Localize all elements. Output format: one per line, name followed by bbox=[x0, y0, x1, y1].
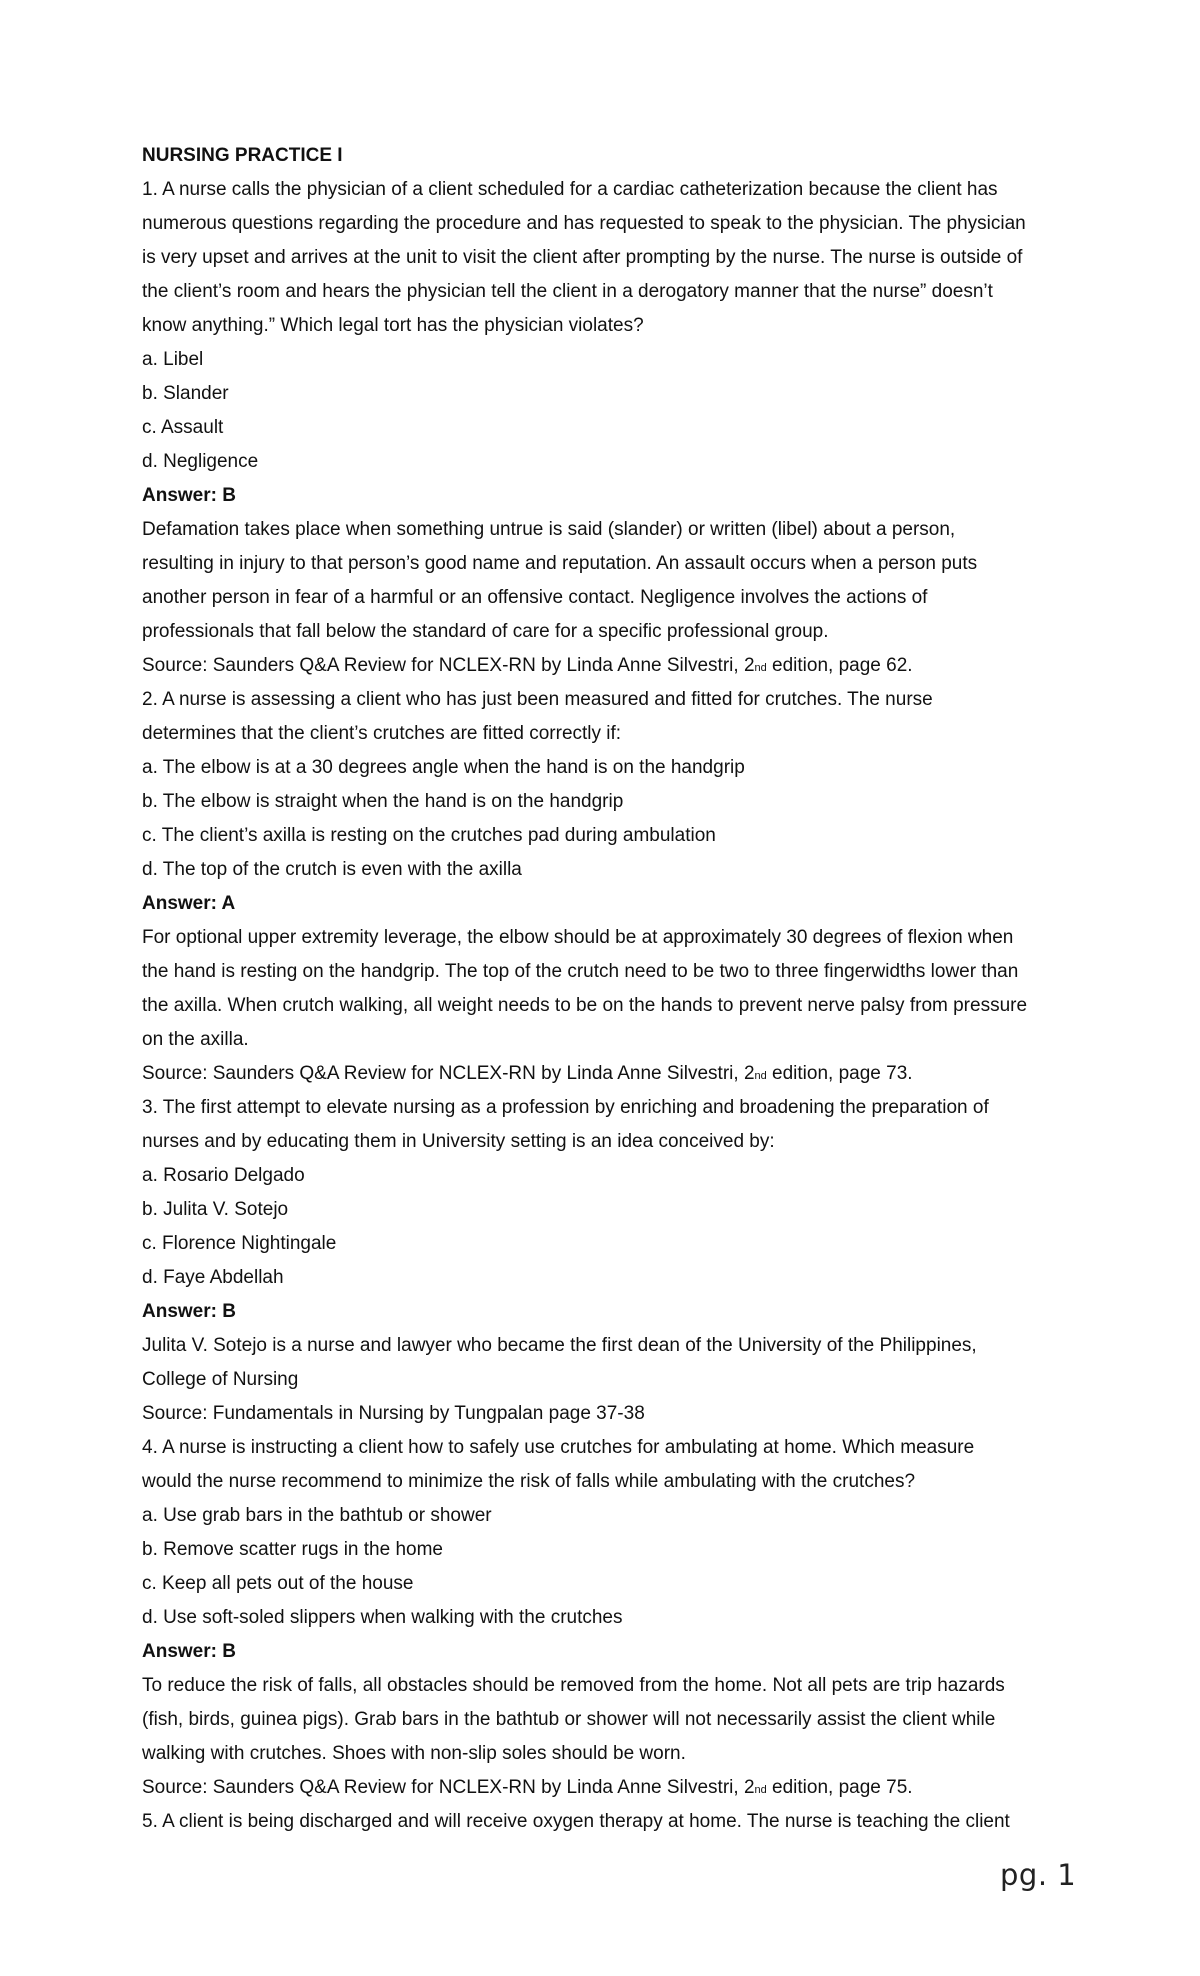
answer-option: d. The top of the crutch is even with the axilla bbox=[142, 859, 522, 880]
source-citation bbox=[142, 1771, 1072, 1805]
ordinal-suffix: nd bbox=[754, 1784, 767, 1796]
question-1 bbox=[142, 173, 1072, 683]
question-stem-line: numerous questions regarding the procedure and has requested to speak to the physician. The physician bbox=[142, 213, 1026, 234]
question-stem-line: is very upset and arrives at the unit to visit the client after prompting by the nurse. The nurse is outside of bbox=[142, 247, 1023, 268]
question-stem-line: 2. A nurse is assessing a client who has just been measured and fitted for crutches. The nurse bbox=[142, 689, 933, 710]
rationale-line: College of Nursing bbox=[142, 1369, 299, 1390]
rationale-line: Julita V. Sotejo is a nurse and lawyer who became the first dean of the University of the Philippines, bbox=[142, 1335, 977, 1356]
rationale-line: the hand is resting on the handgrip. The top of the crutch need to be two to three fingerwidths lower than bbox=[142, 961, 1019, 982]
rationale-line: (fish, birds, guinea pigs). Grab bars in the bathtub or shower will not necessarily assist the client while bbox=[142, 1709, 996, 1730]
question-stem-line: 3. The first attempt to elevate nursing as a profession by enriching and broadening the preparation of bbox=[142, 1097, 989, 1118]
question-stem-line: nurses and by educating them in University setting is an idea conceived by: bbox=[142, 1131, 775, 1152]
page-number: pg. 1 bbox=[1000, 1858, 1077, 1892]
question-stem-line: 1. A nurse calls the physician of a client scheduled for a cardiac catheterization because the client has bbox=[142, 179, 998, 200]
question-stem-line: would the nurse recommend to minimize the risk of falls while ambulating with the crutches? bbox=[142, 1471, 916, 1492]
source-citation: Source: Fundamentals in Nursing by Tungpalan page 37-38 bbox=[142, 1403, 645, 1424]
answer-option: b. The elbow is straight when the hand is on the handgrip bbox=[142, 791, 624, 812]
ordinal-suffix: nd bbox=[754, 662, 767, 674]
source-text: Source: Saunders Q&A Review for NCLEX-RN by Linda Anne Silvestri, 2 bbox=[142, 1777, 755, 1798]
rationale-line: professionals that fall below the standard of care for a specific professional group. bbox=[142, 621, 829, 642]
answer-option: a. Rosario Delgado bbox=[142, 1165, 305, 1186]
answer-option: c. Keep all pets out of the house bbox=[142, 1573, 414, 1594]
question-stem-line: 5. A client is being discharged and will receive oxygen therapy at home. The nurse is teaching the client bbox=[142, 1811, 1010, 1832]
answer-option: a. The elbow is at a 30 degrees angle when the hand is on the handgrip bbox=[142, 757, 745, 778]
answer-option: c. Florence Nightingale bbox=[142, 1233, 337, 1254]
rationale-line: another person in fear of a harmful or an offensive contact. Negligence involves the actions of bbox=[142, 587, 928, 608]
answer-key: Answer: A bbox=[142, 893, 236, 914]
question-4 bbox=[142, 1431, 1072, 1805]
ordinal-suffix: nd bbox=[754, 1070, 767, 1082]
source-citation bbox=[142, 1057, 1072, 1091]
answer-option: a. Use grab bars in the bathtub or shower bbox=[142, 1505, 492, 1526]
answer-option: b. Slander bbox=[142, 383, 229, 404]
answer-option: d. Use soft-soled slippers when walking with the crutches bbox=[142, 1607, 623, 1628]
source-text: Source: Saunders Q&A Review for NCLEX-RN by Linda Anne Silvestri, 2 bbox=[142, 655, 755, 676]
source-text: edition, page 73. bbox=[766, 1063, 913, 1084]
rationale-line: the axilla. When crutch walking, all weight needs to be on the hands to prevent nerve palsy from pressure bbox=[142, 995, 1028, 1016]
answer-option: d. Faye Abdellah bbox=[142, 1267, 284, 1288]
answer-option: b. Julita V. Sotejo bbox=[142, 1199, 289, 1220]
rationale-line: To reduce the risk of falls, all obstacles should be removed from the home. Not all pets are trip hazards bbox=[142, 1675, 1005, 1696]
answer-key: Answer: B bbox=[142, 1301, 236, 1322]
document-heading: NURSING PRACTICE I bbox=[142, 145, 343, 166]
document-page bbox=[142, 139, 1072, 1839]
answer-option: c. Assault bbox=[142, 417, 224, 438]
rationale-line: Defamation takes place when something untrue is said (slander) or written (libel) about a person, bbox=[142, 519, 956, 540]
answer-option: c. The client’s axilla is resting on the crutches pad during ambulation bbox=[142, 825, 716, 846]
answer-option: d. Negligence bbox=[142, 451, 259, 472]
source-text: edition, page 75. bbox=[766, 1777, 913, 1798]
rationale-line: walking with crutches. Shoes with non-slip soles should be worn. bbox=[142, 1743, 686, 1764]
answer-key: Answer: B bbox=[142, 1641, 236, 1662]
question-stem-line: the client’s room and hears the physician tell the client in a derogatory manner that the nurse” doesn’t bbox=[142, 281, 993, 302]
question-2 bbox=[142, 683, 1072, 1091]
question-5 bbox=[142, 1805, 1072, 1839]
answer-key: Answer: B bbox=[142, 485, 236, 506]
answer-option: a. Libel bbox=[142, 349, 204, 370]
rationale-line: For optional upper extremity leverage, the elbow should be at approximately 30 degrees of flexion when bbox=[142, 927, 1014, 948]
rationale-line: resulting in injury to that person’s good name and reputation. An assault occurs when a person puts bbox=[142, 553, 978, 574]
source-text: edition, page 62. bbox=[766, 655, 913, 676]
question-stem-line: 4. A nurse is instructing a client how to safely use crutches for ambulating at home. Which measure bbox=[142, 1437, 975, 1458]
question-stem-line: know anything.” Which legal tort has the physician violates? bbox=[142, 315, 644, 336]
question-3 bbox=[142, 1091, 1072, 1431]
answer-option: b. Remove scatter rugs in the home bbox=[142, 1539, 443, 1560]
question-stem-line: determines that the client’s crutches are fitted correctly if: bbox=[142, 723, 622, 744]
source-citation bbox=[142, 649, 1072, 683]
rationale-line: on the axilla. bbox=[142, 1029, 249, 1050]
source-text: Source: Saunders Q&A Review for NCLEX-RN by Linda Anne Silvestri, 2 bbox=[142, 1063, 755, 1084]
